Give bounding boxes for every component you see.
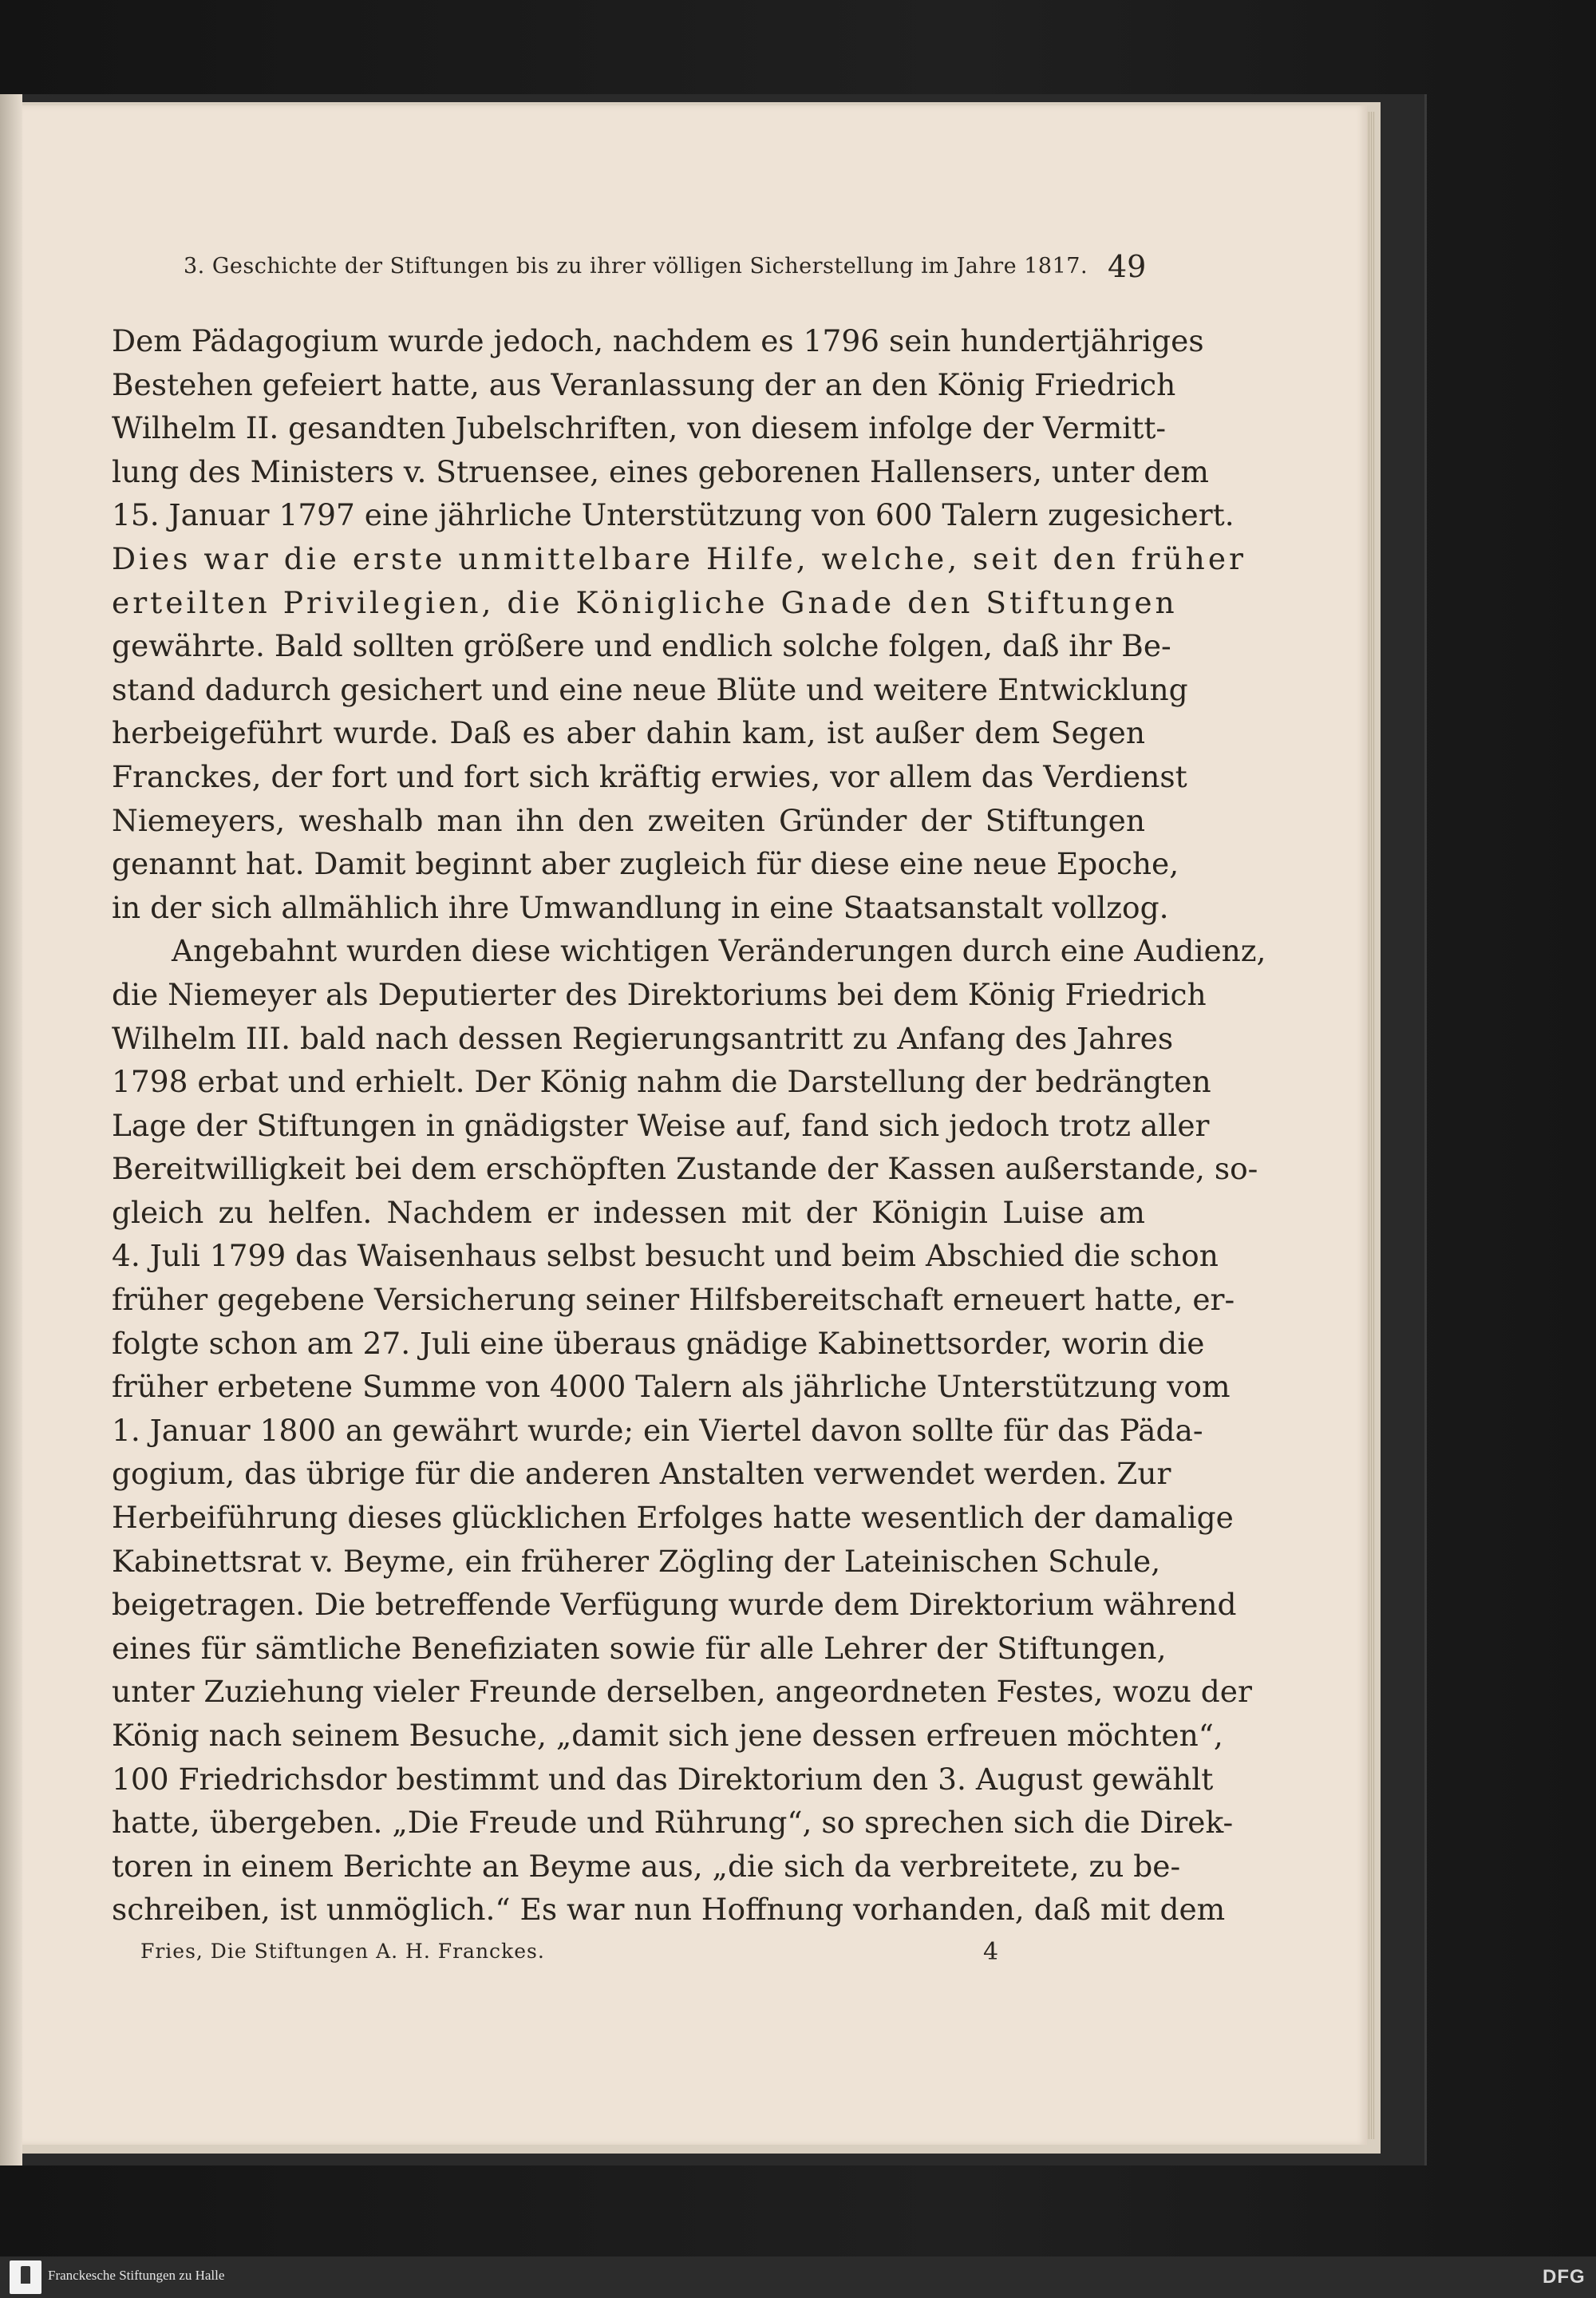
body-text — [112, 319, 1266, 1932]
text-line: 1. Januar 1800 an gewährt wurde; ein Viertel davon sollte für das Päda- — [112, 1412, 1203, 1448]
text-line: König nach seinem Besuche, „damit sich jene dessen erfreuen möchten“, — [112, 1718, 1223, 1753]
text-line: 15. Januar 1797 eine jährliche Unterstützung von 600 Talern zugesichert. — [112, 497, 1235, 533]
text-line: Kabinettsrat v. Beyme, ein früherer Zögling der Lateinischen Schule, — [112, 1543, 1161, 1579]
signature-mark: 4 — [983, 1938, 999, 1966]
text-line: Wilhelm II. gesandten Jubelschriften, von diesem infolge der Vermitt- — [112, 410, 1167, 446]
text-line: Dies war die erste unmittelbare Hilfe, welche, seit den früher — [112, 540, 1246, 576]
text-line: früher gegebene Versicherung seiner Hilfsbereitschaft erneuert hatte, er- — [112, 1282, 1235, 1318]
text-line: beigetragen. Die betreffende Verfügung wurde dem Direktorium während — [112, 1587, 1237, 1623]
text-line: herbeigeführt wurde. Daß es aber dahin kam, ist außer dem Segen — [112, 715, 1145, 751]
text-line: erteilten Privilegien, die Königliche Gnade den Stiftungen — [112, 584, 1178, 620]
text-line: stand dadurch gesichert und eine neue Blüte und weitere Entwicklung — [112, 671, 1188, 707]
text-line: Herbeiführung dieses glücklichen Erfolges hatte wesentlich der damalige — [112, 1500, 1234, 1536]
text-line: genannt hat. Damit beginnt aber zugleich für diese eine neue Epoche, — [112, 846, 1179, 882]
text-line: toren in einem Berichte an Beyme aus, „die sich da verbreitete, zu be- — [112, 1848, 1181, 1884]
text-line: Niemeyers, weshalb man ihn den zweiten Gründer der Stiftungen — [112, 802, 1145, 838]
text-line: eines für sämtliche Benefiziaten sowie für alle Lehrer der Stiftungen, — [112, 1630, 1167, 1666]
page-number: 49 — [1108, 249, 1147, 284]
text-line: in der sich allmählich ihre Umwandlung in eine Staatsanstalt vollzog. — [112, 889, 1169, 925]
text-line: die Niemeyer als Deputierter des Direktoriums bei dem König Friedrich — [112, 976, 1207, 1012]
text-line: folgte schon am 27. Juli eine überaus gnädige Kabinettsorder, worin die — [112, 1325, 1205, 1361]
text-line: Dem Pädagogium wurde jedoch, nachdem es 1796 sein hundertjähriges — [112, 323, 1204, 358]
running-head: 3. Geschichte der Stiftungen bis zu ihrer völligen Sicherstellung im Jahre 1817. — [184, 254, 1088, 279]
text-line: 100 Friedrichsdor bestimmt und das Direktorium den 3. August gewählt — [112, 1761, 1214, 1797]
viewer-footer-bar — [0, 2256, 1596, 2298]
book-spine — [0, 94, 22, 2165]
text-line: 4. Juli 1799 das Waisenhaus selbst besucht und beim Abschied die schon — [112, 1238, 1219, 1274]
text-line: gleich zu helfen. Nachdem er indessen mit der Königin Luise am — [112, 1194, 1145, 1230]
text-line: lung des Ministers v. Struensee, eines geborenen Hallensers, unter dem — [112, 453, 1209, 489]
text-line: gogium, das übrige für die anderen Anstalten verwendet werden. Zur — [112, 1456, 1171, 1492]
text-line: Lage der Stiftungen in gnädigster Weise auf, fand sich jedoch trotz aller — [112, 1107, 1210, 1143]
text-line: Bereitwilligkeit bei dem erschöpften Zustande der Kassen außerstande, so- — [112, 1151, 1258, 1187]
text-line: Bestehen gefeiert hatte, aus Veranlassung der an den König Friedrich — [112, 366, 1176, 402]
signature-line: Fries, Die Stiftungen A. H. Franckes. — [140, 1940, 545, 1963]
text-line: Angebahnt wurden diese wichtigen Veränderungen durch eine Audienz, — [172, 933, 1266, 969]
text-line: unter Zuziehung vieler Freunde derselben, angeordneten Festes, wozu der — [112, 1674, 1252, 1710]
dfg-logo: DFG — [1543, 2266, 1586, 2288]
institution-name: Franckesche Stiftungen zu Halle — [48, 2268, 225, 2283]
page-edge — [1367, 112, 1375, 2139]
text-line: früher erbetene Summe von 4000 Talern als jährliche Unterstützung vom — [112, 1369, 1231, 1405]
text-line: schreiben, ist unmöglich.“ Es war nun Hoffnung vorhanden, daß mit dem — [112, 1892, 1226, 1928]
institution-logo-icon — [10, 2260, 41, 2294]
text-line: hatte, übergeben. „Die Freude und Rührung“, so sprechen sich die Direk- — [112, 1805, 1234, 1841]
text-line: Franckes, der fort und fort sich kräftig erwies, vor allem das Verdienst — [112, 758, 1187, 794]
text-line: 1798 erbat und erhielt. Der König nahm die Darstellung der bedrängten — [112, 1064, 1211, 1100]
text-line: gewährte. Bald sollten größere und endlich solche folgen, daß ihr Be- — [112, 628, 1171, 664]
text-line: Wilhelm III. bald nach dessen Regierungsantritt zu Anfang des Jahres — [112, 1020, 1174, 1056]
